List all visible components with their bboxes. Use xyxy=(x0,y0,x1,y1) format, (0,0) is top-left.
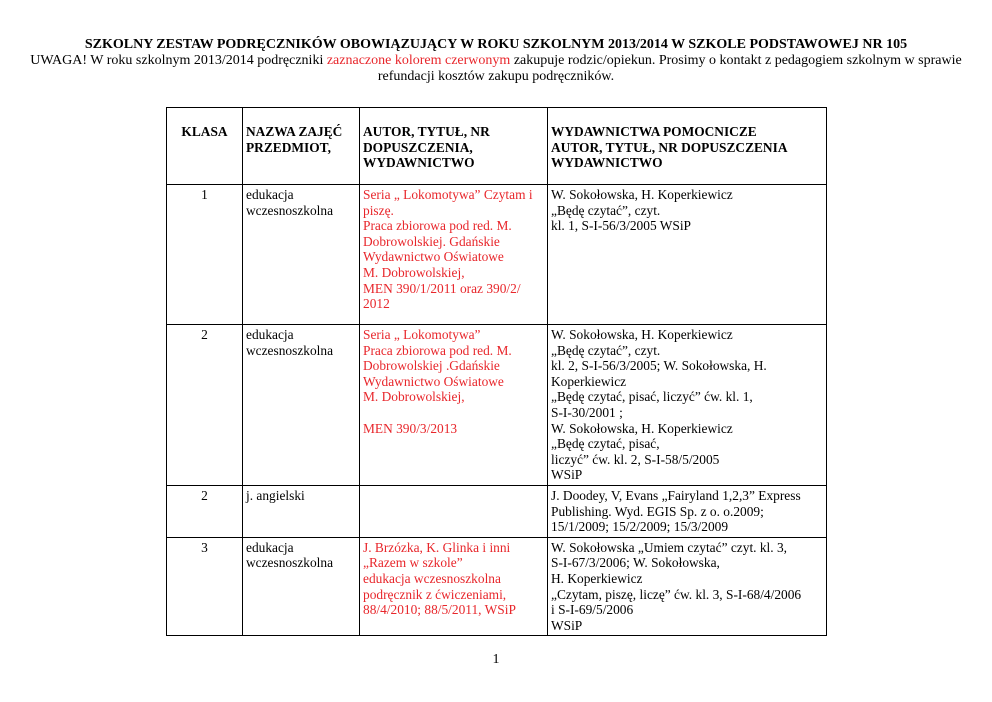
cell-helper: W. Sokołowska, H. Koperkiewicz „Będę czytać”, czyt. kl. 2, S-I-56/3/2005; W. Sokołowska, H. Koperkiewicz „Będę czytać, pisać, liczyć” ćw. kl. 1, S-I-30/2001 ; W. Sokołowska, H. Koperkiewicz „Będę czytać, pisać, liczyć” ćw. kl. 2, S-I-58/5/2005 WSiP xyxy=(548,325,827,486)
cell-author xyxy=(360,325,548,486)
cell-author-text: Seria „ Lokomotywa” Praca zbiorowa pod red. M. Dobrowolskiej .Gdańskie Wydawnictwo Oświatowe M. Dobrowolskiej, xyxy=(363,327,512,405)
notice-text-start: UWAGA! W roku szkolnym 2013/2014 podręczniki xyxy=(30,53,327,68)
table-row xyxy=(167,485,827,537)
notice-highlight: zaznaczone kolorem czerwonym xyxy=(326,53,511,68)
notice xyxy=(30,53,962,85)
cell-subject: edukacja wczesnoszkolna xyxy=(243,185,360,325)
cell-author-men: MEN 390/3/2013 xyxy=(363,420,458,436)
header-klasa: KLASA xyxy=(167,108,243,185)
cell-subject: j. angielski xyxy=(243,485,360,537)
document-title: SZKOLNY ZESTAW PODRĘCZNIKÓW OBOWIĄZUJĄCY W ROKU SZKOLNYM 2013/2014 W SZKOLE PODSTAWOWEJ NR 105 xyxy=(84,37,908,52)
cell-klasa: 1 xyxy=(167,185,243,325)
cell-helper: W. Sokołowska, H. Koperkiewicz „Będę czytać”, czyt. kl. 1, S-I-56/3/2005 WSiP xyxy=(548,185,827,325)
cell-subject: edukacja wczesnoszkolna xyxy=(243,537,360,636)
cell-author xyxy=(360,485,548,537)
cell-spacer xyxy=(363,405,544,421)
cell-klasa: 2 xyxy=(167,485,243,537)
table-row xyxy=(167,325,827,486)
cell-author: J. Brzózka, K. Glinka i inni „Razem w szkole” edukacja wczesnoszkolna podręcznik z ćwiczeniami, 88/4/2010; 88/5/2011, WSiP xyxy=(360,537,548,636)
cell-helper: W. Sokołowska „Umiem czytać” czyt. kl. 3, S-I-67/3/2006; W. Sokołowska, H. Koperkiewicz „Czytam, piszę, liczę” ćw. kl. 3, S-I-68/4/2006 i S-I-69/5/2006 WSiP xyxy=(548,537,827,636)
table-row xyxy=(167,537,827,636)
cell-klasa: 3 xyxy=(167,537,243,636)
cell-helper: J. Doodey, V, Evans „Fairyland 1,2,3” Express Publishing. Wyd. EGIS Sp. z o. o.2009; 15/1/2009; 15/2/2009; 15/3/2009 xyxy=(548,485,827,537)
table-header-row xyxy=(167,108,827,185)
cell-author: Seria „ Lokomotywa” Czytam i piszę. Praca zbiorowa pod red. M. Dobrowolskiej. Gdańskie Wydawnictwo Oświatowe M. Dobrowolskiej, MEN 390/1/2011 oraz 390/2/ 2012 xyxy=(360,185,548,325)
page-number: 1 xyxy=(492,652,500,667)
table-row xyxy=(167,185,827,325)
cell-klasa: 2 xyxy=(167,325,243,486)
header-helper: WYDAWNICTWA POMOCNICZE AUTOR, TYTUŁ, NR DOPUSZCZENIA WYDAWNICTWO xyxy=(548,108,827,185)
textbook-table xyxy=(166,107,827,636)
cell-subject: edukacja wczesnoszkolna xyxy=(243,325,360,486)
header-author: AUTOR, TYTUŁ, NR DOPUSZCZENIA, WYDAWNICTWO xyxy=(360,108,548,185)
notice-text-end: zakupuje rodzic/opiekun. Prosimy o kontakt z pedagogiem szkolnym w sprawie refundacji kosztów zakupu podręczników. xyxy=(377,53,962,84)
header-subject: NAZWA ZAJĘĆ PRZEDMIOT, xyxy=(243,108,360,185)
